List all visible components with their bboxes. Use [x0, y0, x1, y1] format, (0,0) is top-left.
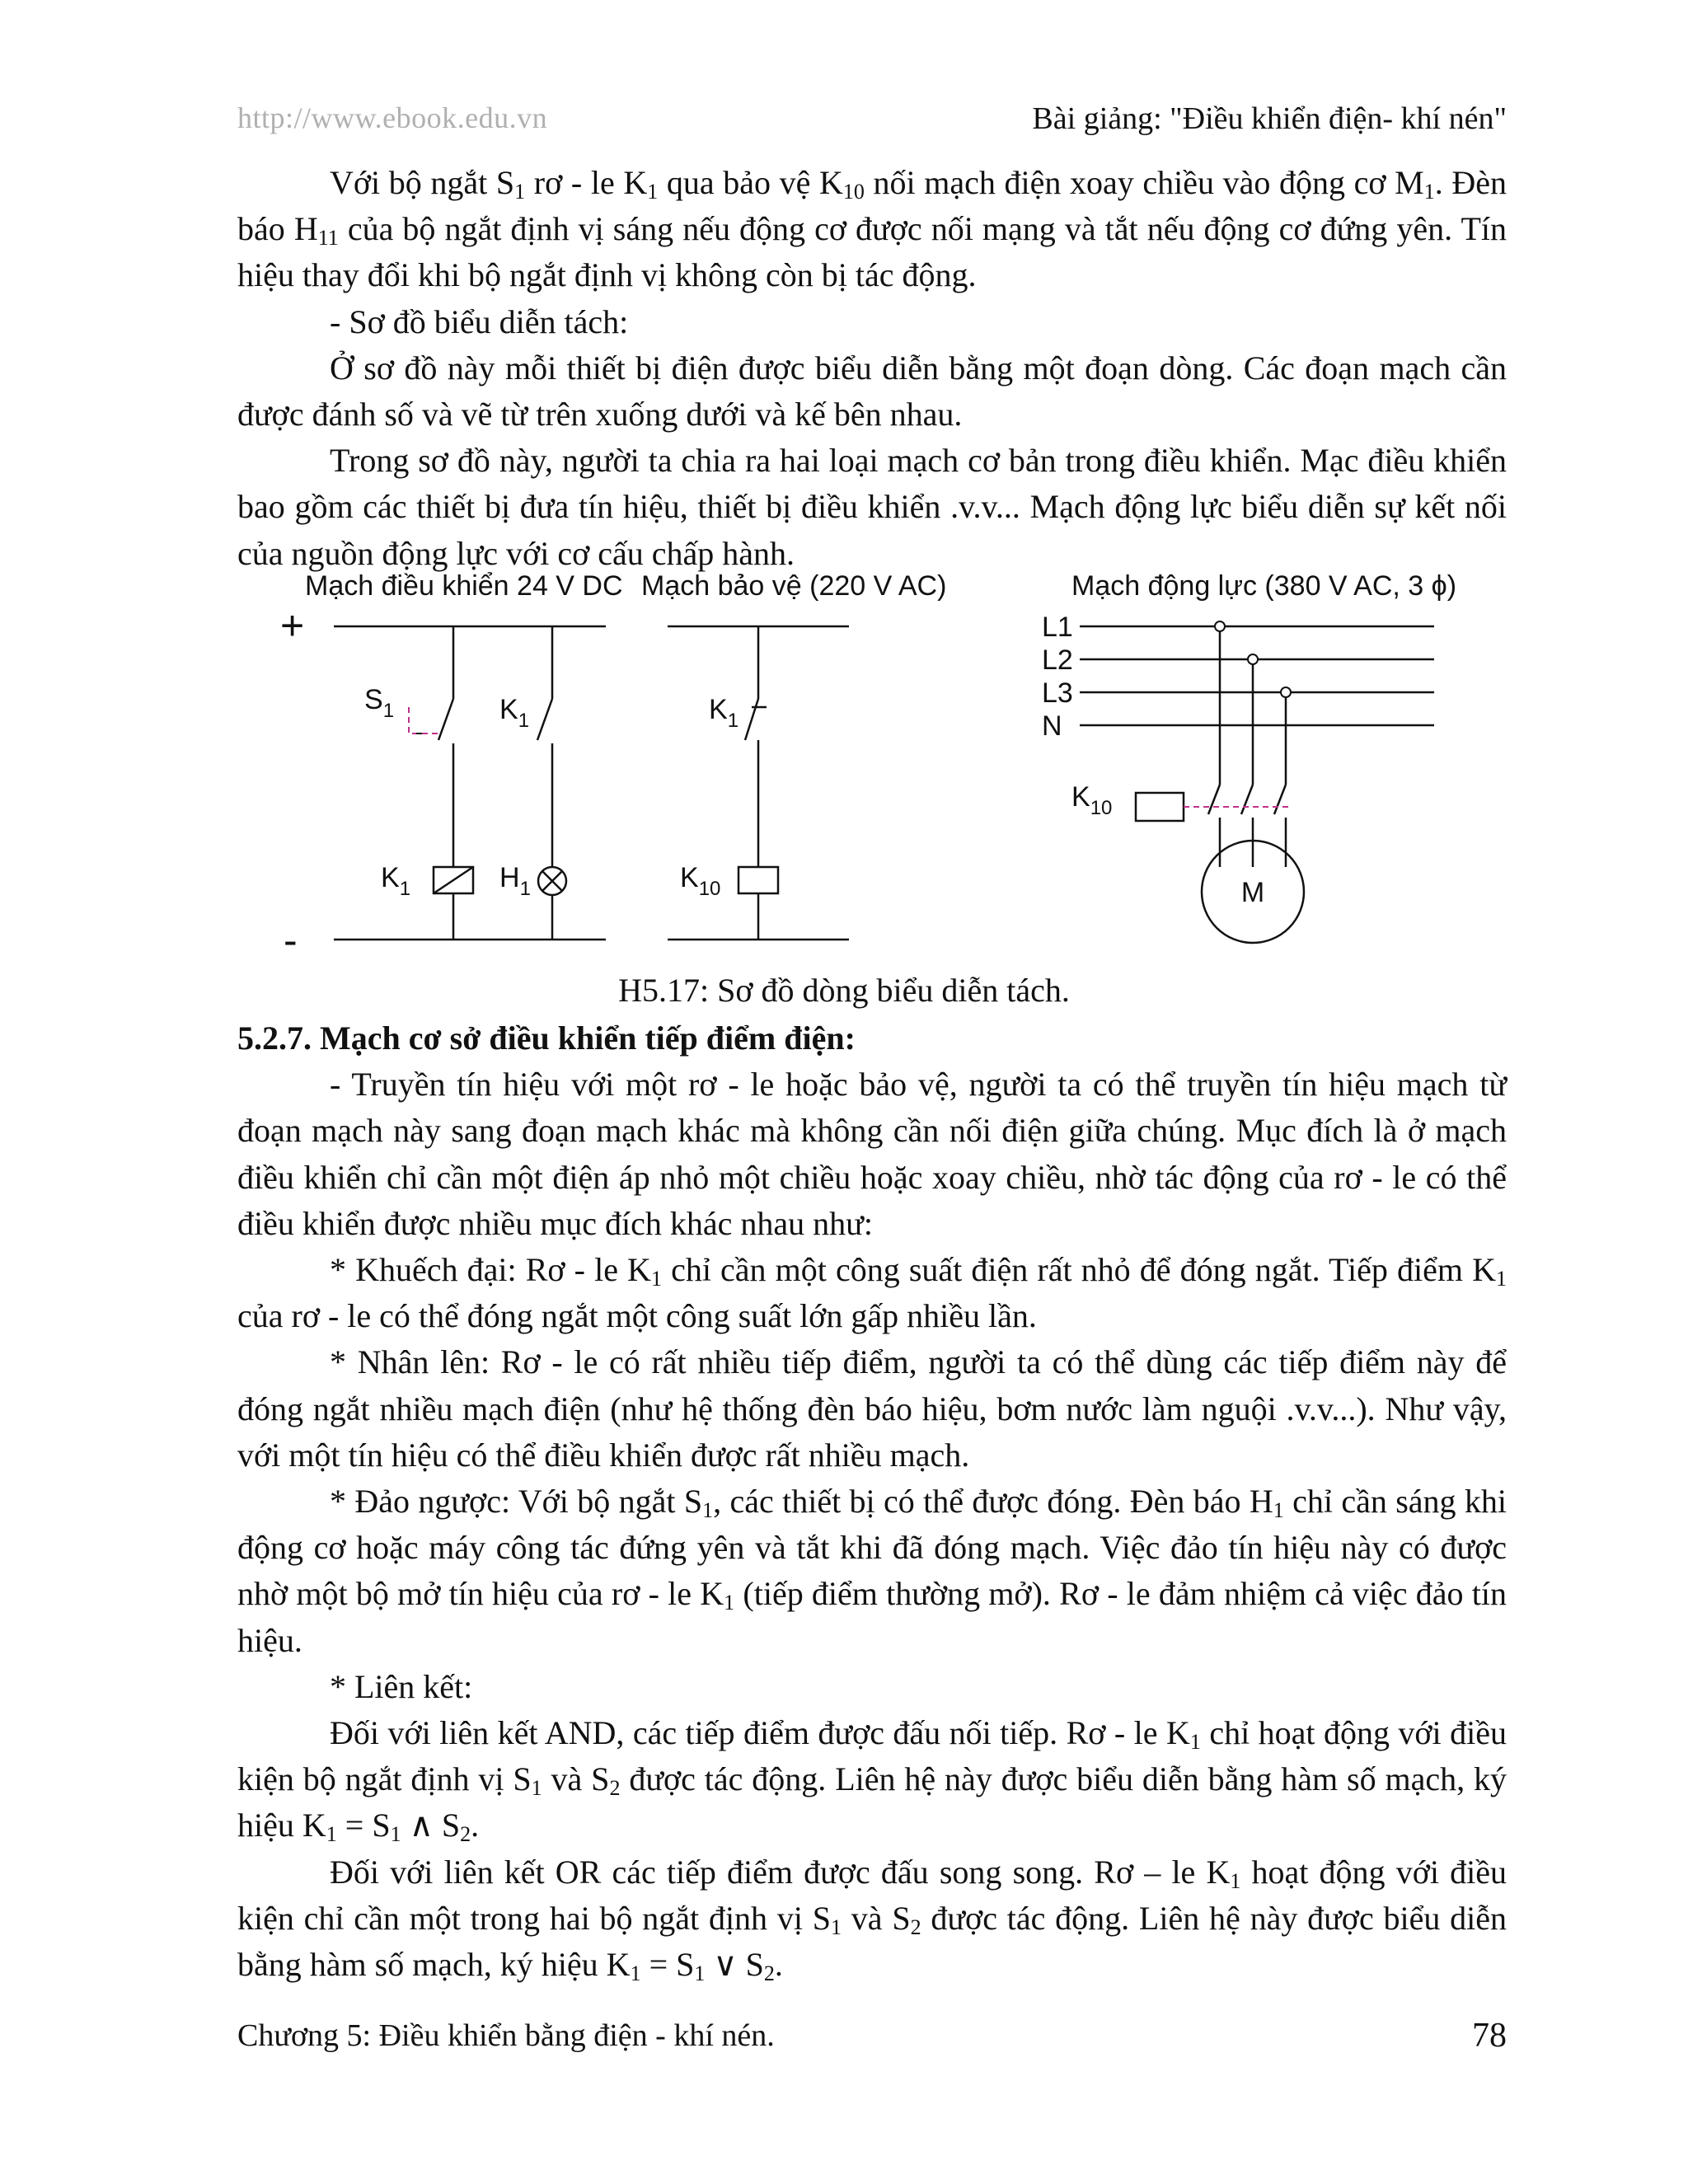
section-heading: 5.2.7. Mạch cơ sở điều khiển tiếp điểm điện: [237, 1019, 856, 1057]
paragraph: * Đảo ngược: Với bộ ngắt $S_1$, các thiết bị có thể được đóng. Đèn báo $H_1$ chỉ cần sáng khi động cơ hoặc máy công tác đứng yên và tắt khi đã đóng mạch. Việc đảo tín hiệu này có được nhờ một bộ mở tín hiệu của rơ - le $K_1$ (tiếp điểm thường mở). Rơ - le đảm nhiệm cả việc đảo tín hiệu. [237, 1483, 1507, 1659]
figure-caption: H5.17: Sơ đồ dòng biểu diễn tách. [618, 972, 1070, 1009]
paragraph: Đối với liên kết OR các tiếp điểm được đấu song song. Rơ – le $K_1$ hoạt động với điều kiện chỉ cần một trong hai bộ ngắt định vị $S_1$ và $S_2$ được tác động. Liên hệ này được biểu diễn bằng hàm số mạch, ký hiệu $K_1 = S_1$ ∨ $S_2$. [237, 1853, 1507, 1986]
h1-lamp-label: $H_1$ [499, 862, 531, 900]
header-title: Bài giảng: "Điều khiển điện- khí nén" [1032, 101, 1507, 136]
protect-circuit-title: Mạch bảo vệ (220 V AC) [641, 570, 947, 602]
k1-contact-label: $K_1$ [499, 694, 530, 732]
header-url: http://www.ebook.edu.vn [237, 101, 548, 134]
l3-label: L3 [1042, 677, 1073, 709]
circuit-diagram [247, 569, 1517, 989]
k1-coil-label: $K_1$ [381, 862, 411, 900]
motor-label: M [1240, 877, 1265, 908]
paragraph: * Khuếch đại: Rơ - le $K_1$ chỉ cần một công suất điện rất nhỏ để đóng ngắt. Tiếp điểm $K_1$ của rơ - le có thể đóng ngắt một công suất lớn gấp nhiều lần. [237, 1251, 1507, 1335]
l2-label: L2 [1042, 644, 1073, 676]
n-label: N [1042, 710, 1062, 742]
text-block-bottom [237, 1014, 1507, 1988]
k10-contactor-label: $K_{10}$ [1071, 781, 1113, 819]
paragraph: Ở sơ đồ này mỗi thiết bị điện được biểu diễn bằng một đoạn dòng. Các đoạn mạch cần được đánh số và vẽ từ trên xuống dưới và kế bên nhau. [237, 349, 1507, 434]
minus-rail-label: - [284, 917, 298, 963]
footer-page-number: 78 [1472, 2017, 1507, 2055]
k1-nc-contact-label: $K_1$ [709, 694, 739, 732]
paragraph: * Nhân lên: Rơ - le có rất nhiều tiếp điểm, người ta có thể dùng các tiếp điểm này để đóng ngắt nhiều mạch điện (như hệ thống đèn báo hiệu, bơm nước làm nguội .v.v...). Như vậy, với một tín hiệu có thể điều khiển được rất nhiều mạch. [237, 1343, 1507, 1474]
paragraph: Với bộ ngắt $S_1$ rơ - le $K_1$ qua bảo vệ $K_{10}$ nối mạch điện xoay chiều vào động cơ $M_1$. Đèn báo $H_{11}$ của bộ ngắt định vị sáng nếu động cơ được nối mạng và tắt nếu động cơ đứng yên. Tín hiệu thay đổi khi bộ ngắt định vị không còn bị tác động. [237, 164, 1507, 294]
paragraph: Trong sơ đồ này, người ta chia ra hai loại mạch cơ bản trong điều khiển. Mạc điều khiển bao gồm các thiết bị đưa tín hiệu, thiết bị điều khiển .v.v... Mạch động lực biểu diễn sự kết nối của nguồn động lực với cơ cấu chấp hành. [237, 442, 1507, 572]
power-circuit-title: Mạch động lực (380 V AC, 3 ϕ) [1071, 570, 1457, 602]
text-block-top [237, 160, 1507, 577]
paragraph: * Liên kết: [330, 1667, 473, 1705]
l1-label: L1 [1042, 612, 1073, 643]
paragraph: - Sơ đồ biểu diễn tách: [330, 302, 629, 340]
plus-rail-label: + [280, 602, 305, 649]
footer-chapter: Chương 5: Điều khiển bằng điện - khí nén. [237, 2018, 775, 2053]
control-circuit-title: Mạch điều khiển 24 V DC [305, 570, 623, 602]
circuit-diagram-svg [247, 569, 1517, 981]
s1-label: $S_1$ [364, 684, 395, 722]
paragraph: Đối với liên kết AND, các tiếp điểm được đấu nối tiếp. Rơ - le $K_1$ chỉ hoạt động với điều kiện bộ ngắt định vị $S_1$ và $S_2$ được tác động. Liên hệ này được biểu diễn bằng hàm số mạch, ký hiệu $K_1 = S_1$ ∧ $S_2$. [237, 1714, 1507, 1847]
k10-coil-label: $K_{10}$ [680, 862, 721, 900]
paragraph: - Truyền tín hiệu với một rơ - le hoặc bảo vệ, người ta có thể truyền tín hiệu mạch từ đoạn mạch này sang đoạn mạch khác mà không cần nối điện giữa chúng. Mục đích là ở mạch điều khiển chỉ cần một điện áp nhỏ một chiều hoặc xoay chiều, nhờ tác động của rơ - le có thể điều khiển được nhiều mục đích khác nhau như: [237, 1066, 1507, 1242]
